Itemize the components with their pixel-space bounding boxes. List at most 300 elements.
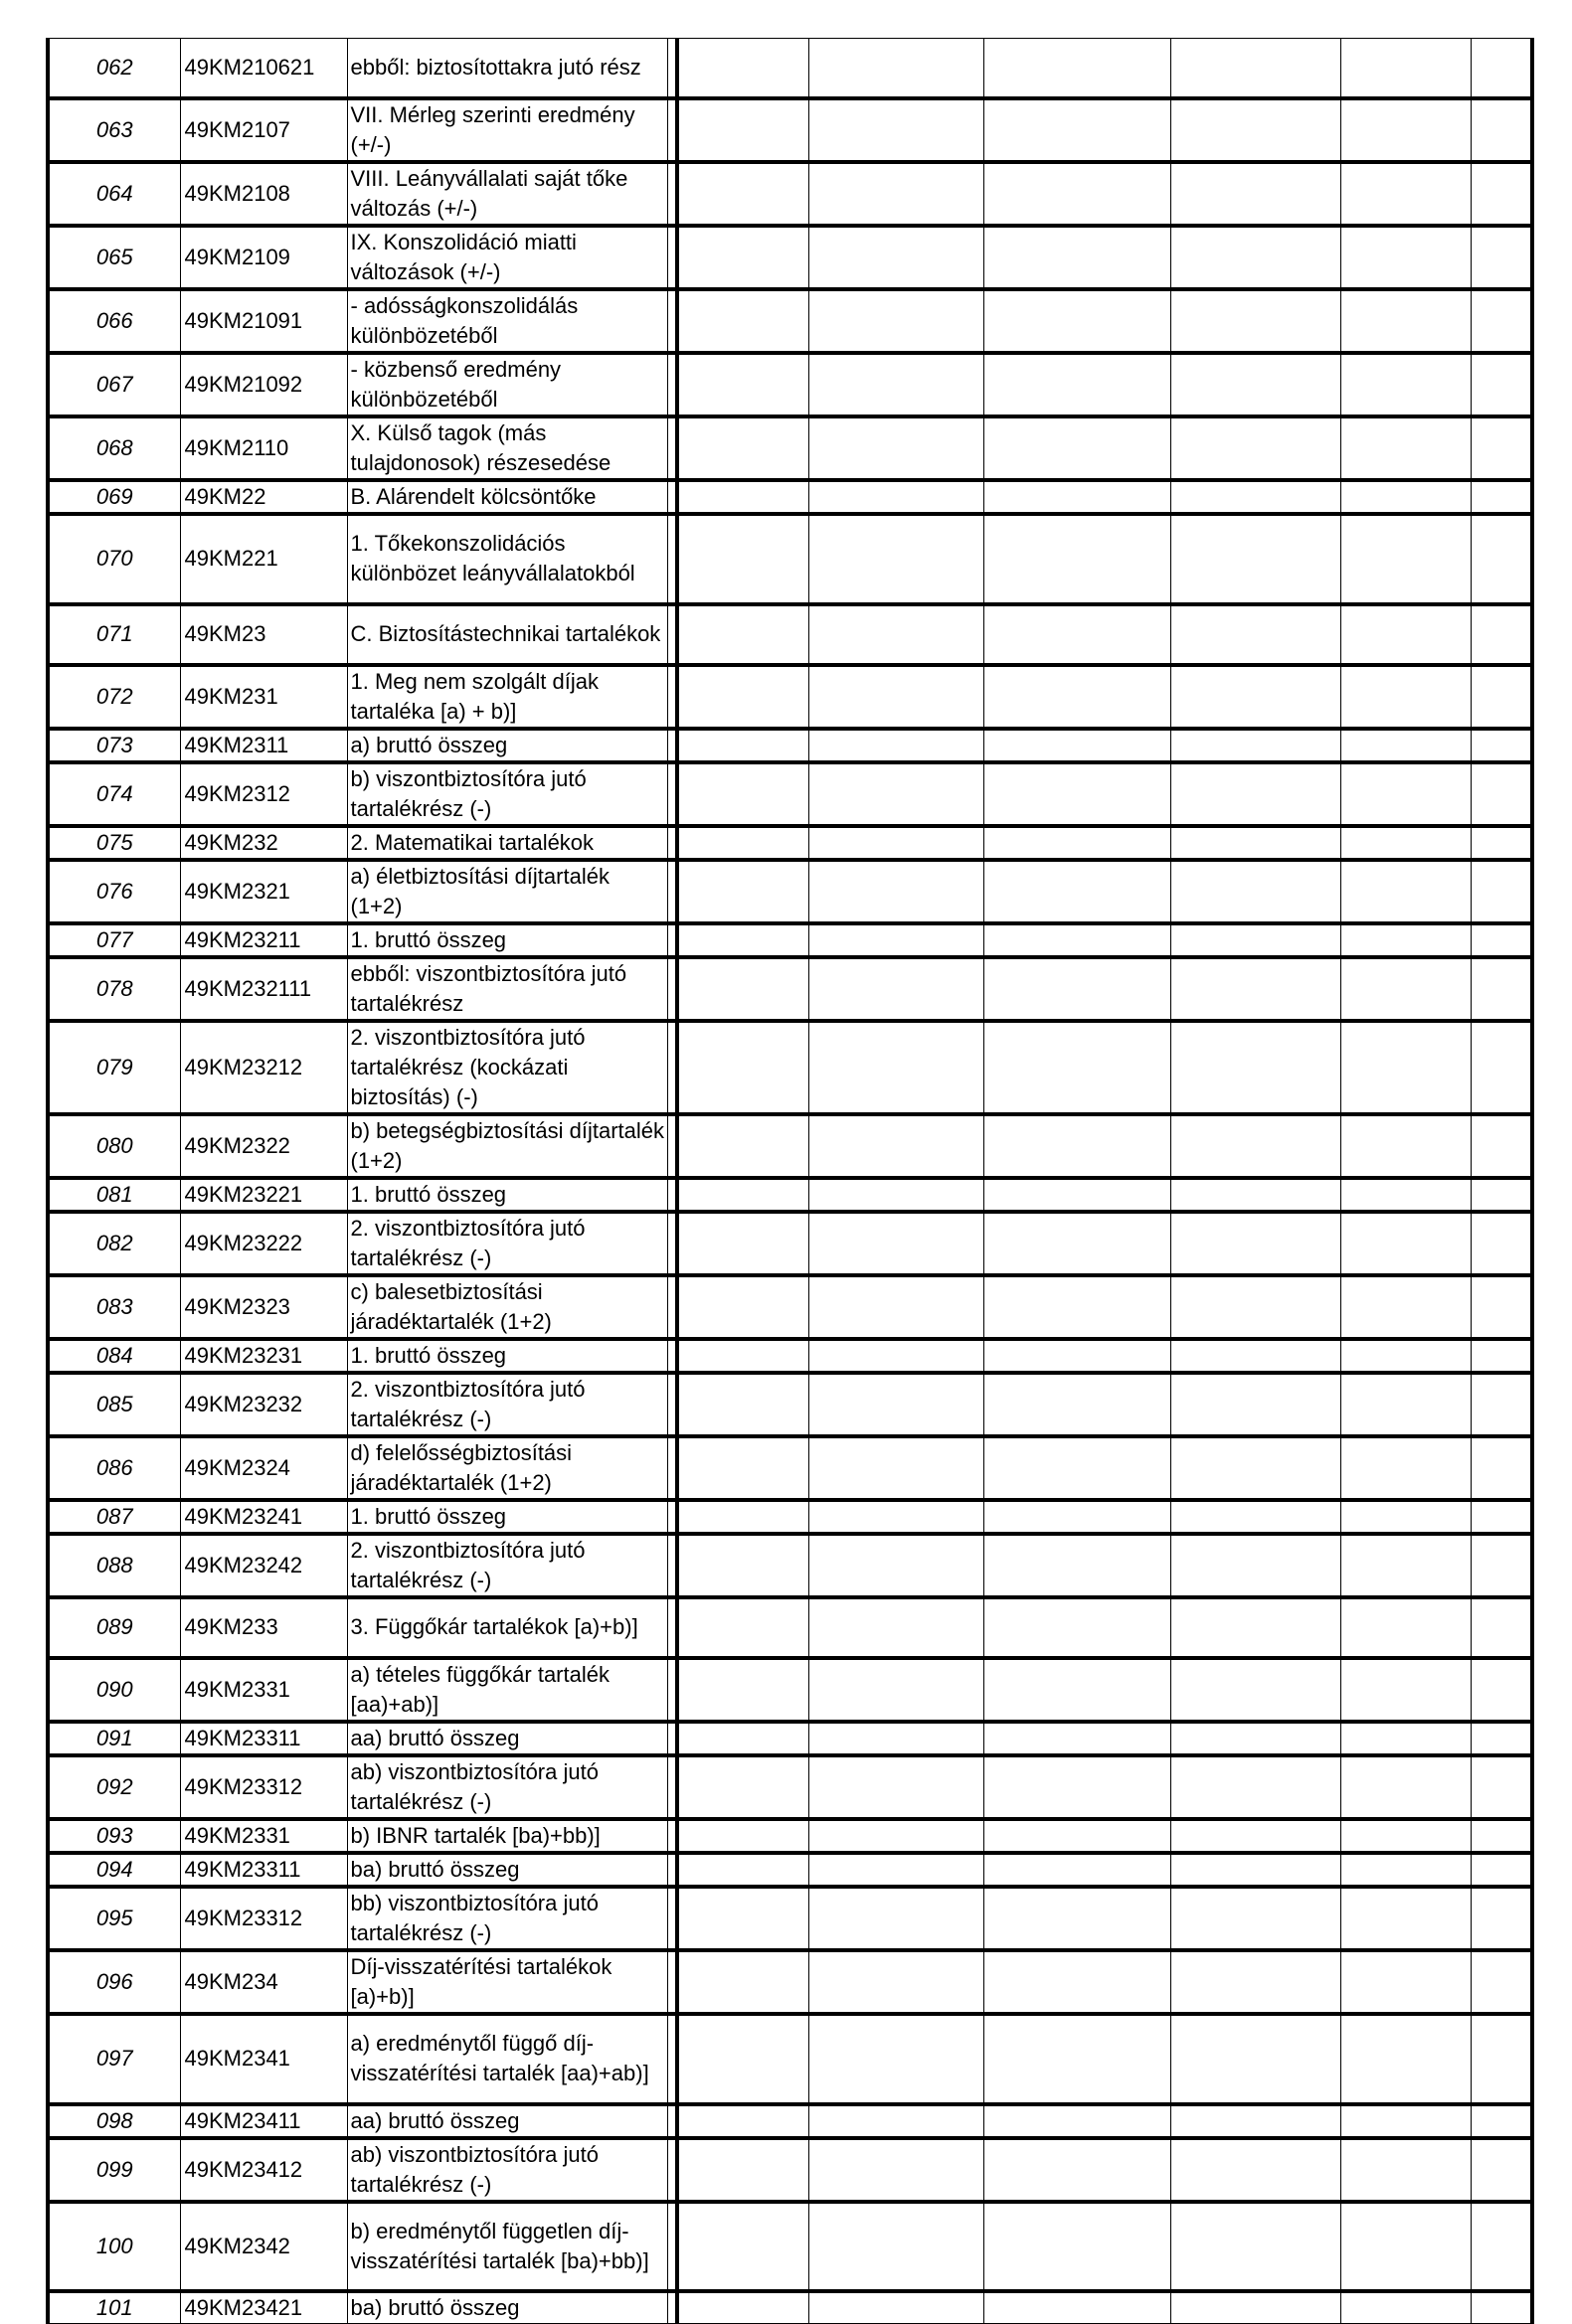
value-cell[interactable] [808, 2014, 983, 2104]
value-cell[interactable] [677, 162, 808, 226]
value-cell[interactable] [1471, 480, 1532, 514]
value-cell[interactable] [1170, 1212, 1340, 1275]
value-cell[interactable] [1471, 353, 1532, 416]
value-cell[interactable] [808, 2138, 983, 2202]
value-cell[interactable] [1170, 226, 1340, 289]
value-cell[interactable] [677, 1178, 808, 1212]
value-cell[interactable] [808, 1887, 983, 1950]
value-cell[interactable] [983, 826, 1170, 860]
row-description: ba) bruttó összeg [347, 1853, 667, 1887]
spacer-cell [667, 860, 677, 923]
value-cell[interactable] [983, 665, 1170, 729]
value-cell[interactable] [808, 1339, 983, 1373]
table-row [48, 353, 1532, 416]
value-cell[interactable] [677, 1950, 808, 2014]
value-cell[interactable] [1340, 480, 1471, 514]
table-row [48, 162, 1532, 226]
value-cell[interactable] [1170, 1853, 1340, 1887]
value-cell[interactable] [1170, 98, 1340, 162]
value-cell[interactable] [1170, 1275, 1340, 1339]
value-cell[interactable] [1340, 162, 1471, 226]
value-cell[interactable] [677, 1339, 808, 1373]
value-cell[interactable] [983, 1436, 1170, 1500]
row-code: 49KM21091 [180, 289, 347, 353]
row-number: 092 [48, 1755, 180, 1819]
value-cell[interactable] [677, 1658, 808, 1722]
value-cell[interactable] [983, 289, 1170, 353]
value-cell[interactable] [1471, 39, 1532, 98]
row-code: 49KM2341 [180, 2014, 347, 2104]
spacer-cell [667, 2014, 677, 2104]
value-cell[interactable] [808, 1597, 983, 1658]
value-cell[interactable] [808, 1755, 983, 1819]
value-cell[interactable] [1340, 98, 1471, 162]
value-cell[interactable] [1471, 226, 1532, 289]
table-row [48, 1722, 1532, 1755]
value-cell[interactable] [983, 1658, 1170, 1722]
value-cell[interactable] [1340, 514, 1471, 604]
value-cell[interactable] [808, 604, 983, 665]
value-cell[interactable] [1170, 1373, 1340, 1436]
row-number: 100 [48, 2202, 180, 2291]
value-cell[interactable] [808, 762, 983, 826]
row-code: 49KM23311 [180, 1722, 347, 1755]
value-cell[interactable] [677, 1755, 808, 1819]
value-cell[interactable] [808, 1212, 983, 1275]
row-description: 1. bruttó összeg [347, 1500, 667, 1534]
value-cell[interactable] [983, 480, 1170, 514]
value-cell[interactable] [677, 1597, 808, 1658]
row-code: 49KM23242 [180, 1534, 347, 1597]
value-cell[interactable] [808, 1500, 983, 1534]
table-row [48, 416, 1532, 480]
value-cell[interactable] [983, 98, 1170, 162]
value-cell[interactable] [1340, 1275, 1471, 1339]
value-cell[interactable] [983, 1722, 1170, 1755]
value-cell[interactable] [983, 860, 1170, 923]
value-cell[interactable] [1170, 860, 1340, 923]
value-cell[interactable] [677, 2104, 808, 2138]
value-cell[interactable] [1170, 39, 1340, 98]
value-cell[interactable] [677, 1887, 808, 1950]
value-cell[interactable] [1170, 480, 1340, 514]
value-cell[interactable] [1471, 1534, 1532, 1597]
value-cell[interactable] [1471, 1755, 1532, 1819]
spacer-cell [667, 416, 677, 480]
value-cell[interactable] [808, 1373, 983, 1436]
value-cell[interactable] [1471, 604, 1532, 665]
value-cell[interactable] [1471, 1722, 1532, 1755]
value-cell[interactable] [1471, 2104, 1532, 2138]
value-cell[interactable] [677, 226, 808, 289]
value-cell[interactable] [983, 1212, 1170, 1275]
value-cell[interactable] [1471, 1339, 1532, 1373]
value-cell[interactable] [808, 860, 983, 923]
row-description: C. Biztosítástechnikai tartalékok [347, 604, 667, 665]
value-cell[interactable] [1170, 1887, 1340, 1950]
value-cell[interactable] [808, 2291, 983, 2324]
value-cell[interactable] [1170, 2138, 1340, 2202]
value-cell[interactable] [1340, 1658, 1471, 1722]
row-code: 49KM232 [180, 826, 347, 860]
table-row [48, 1021, 1532, 1114]
value-cell[interactable] [1170, 1436, 1340, 1500]
row-code: 49KM22 [180, 480, 347, 514]
value-cell[interactable] [1471, 1212, 1532, 1275]
value-cell[interactable] [1471, 416, 1532, 480]
value-cell[interactable] [1340, 289, 1471, 353]
value-cell[interactable] [677, 1275, 808, 1339]
value-cell[interactable] [983, 1887, 1170, 1950]
row-code: 49KM2109 [180, 226, 347, 289]
value-cell[interactable] [1170, 604, 1340, 665]
value-cell[interactable] [677, 826, 808, 860]
value-cell[interactable] [677, 416, 808, 480]
value-cell[interactable] [1471, 1887, 1532, 1950]
value-cell[interactable] [1170, 2291, 1340, 2324]
row-code: 49KM2342 [180, 2202, 347, 2291]
value-cell[interactable] [808, 1021, 983, 1114]
value-cell[interactable] [1340, 1819, 1471, 1853]
value-cell[interactable] [1471, 1853, 1532, 1887]
table-row [48, 1275, 1532, 1339]
value-cell[interactable] [983, 1021, 1170, 1114]
value-cell[interactable] [677, 665, 808, 729]
value-cell[interactable] [1471, 1500, 1532, 1534]
value-cell[interactable] [983, 2291, 1170, 2324]
row-description: 2. viszontbiztosítóra jutó tartalékrész (-) [347, 1534, 667, 1597]
value-cell[interactable] [808, 98, 983, 162]
value-cell[interactable] [808, 2202, 983, 2291]
value-cell[interactable] [677, 957, 808, 1021]
spacer-cell [667, 226, 677, 289]
value-cell[interactable] [983, 2202, 1170, 2291]
value-cell[interactable] [1471, 1178, 1532, 1212]
value-cell[interactable] [1170, 1021, 1340, 1114]
value-cell[interactable] [1170, 514, 1340, 604]
table-row [48, 226, 1532, 289]
table-row [48, 1887, 1532, 1950]
value-cell[interactable] [1471, 2202, 1532, 2291]
value-cell[interactable] [983, 1950, 1170, 2014]
value-cell[interactable] [1340, 2104, 1471, 2138]
value-cell[interactable] [1471, 826, 1532, 860]
value-cell[interactable] [983, 2138, 1170, 2202]
value-cell[interactable] [1170, 289, 1340, 353]
value-cell[interactable] [1471, 1597, 1532, 1658]
value-cell[interactable] [808, 1819, 983, 1853]
value-cell[interactable] [1170, 2202, 1340, 2291]
value-cell[interactable] [808, 1178, 983, 1212]
value-cell[interactable] [983, 416, 1170, 480]
value-cell[interactable] [1170, 1339, 1340, 1373]
row-code: 49KM210621 [180, 39, 347, 98]
value-cell[interactable] [1340, 2138, 1471, 2202]
value-cell[interactable] [983, 1500, 1170, 1534]
value-cell[interactable] [1471, 1950, 1532, 2014]
value-cell[interactable] [1170, 762, 1340, 826]
value-cell[interactable] [677, 2138, 808, 2202]
row-code: 49KM2321 [180, 860, 347, 923]
value-cell[interactable] [677, 1534, 808, 1597]
value-cell[interactable] [808, 826, 983, 860]
value-cell[interactable] [677, 1212, 808, 1275]
value-cell[interactable] [1471, 2291, 1532, 2324]
table-row [48, 480, 1532, 514]
row-code: 49KM2107 [180, 98, 347, 162]
spacer-cell [667, 1339, 677, 1373]
row-description: 1. Tőkekonszolidációs különbözet leányvállalatokból [347, 514, 667, 604]
value-cell[interactable] [677, 39, 808, 98]
value-cell[interactable] [983, 1178, 1170, 1212]
value-cell[interactable] [1170, 162, 1340, 226]
value-cell[interactable] [677, 1819, 808, 1853]
value-cell[interactable] [677, 1436, 808, 1500]
value-cell[interactable] [1170, 729, 1340, 762]
value-cell[interactable] [1471, 1658, 1532, 1722]
row-number: 064 [48, 162, 180, 226]
value-cell[interactable] [1340, 1339, 1471, 1373]
value-cell[interactable] [983, 1373, 1170, 1436]
value-cell[interactable] [1471, 1373, 1532, 1436]
value-cell[interactable] [808, 416, 983, 480]
spacer-cell [667, 2104, 677, 2138]
row-code: 49KM2312 [180, 762, 347, 826]
value-cell[interactable] [677, 514, 808, 604]
value-cell[interactable] [1340, 957, 1471, 1021]
value-cell[interactable] [677, 1500, 808, 1534]
value-cell[interactable] [1471, 1819, 1532, 1853]
value-cell[interactable] [808, 665, 983, 729]
value-cell[interactable] [677, 1722, 808, 1755]
value-cell[interactable] [808, 480, 983, 514]
value-cell[interactable] [1471, 162, 1532, 226]
value-cell[interactable] [808, 1950, 983, 2014]
value-cell[interactable] [808, 1114, 983, 1178]
row-description: 3. Függőkár tartalékok [a)+b)] [347, 1597, 667, 1658]
value-cell[interactable] [1170, 2104, 1340, 2138]
value-cell[interactable] [808, 1275, 983, 1339]
value-cell[interactable] [677, 923, 808, 957]
value-cell[interactable] [1340, 1755, 1471, 1819]
value-cell[interactable] [1340, 1114, 1471, 1178]
value-cell[interactable] [983, 2014, 1170, 2104]
value-cell[interactable] [808, 226, 983, 289]
value-cell[interactable] [983, 2104, 1170, 2138]
row-description: - adósságkonszolidálás különbözetéből [347, 289, 667, 353]
value-cell[interactable] [983, 604, 1170, 665]
value-cell[interactable] [1170, 1597, 1340, 1658]
value-cell[interactable] [1170, 1534, 1340, 1597]
value-cell[interactable] [1471, 1021, 1532, 1114]
spacer-cell [667, 514, 677, 604]
spacer-cell [667, 2138, 677, 2202]
value-cell[interactable] [1471, 2014, 1532, 2104]
value-cell[interactable] [1170, 1755, 1340, 1819]
row-code: 49KM23222 [180, 1212, 347, 1275]
value-cell[interactable] [677, 2291, 808, 2324]
value-cell[interactable] [983, 514, 1170, 604]
value-cell[interactable] [1340, 2291, 1471, 2324]
value-cell[interactable] [677, 1373, 808, 1436]
value-cell[interactable] [808, 2104, 983, 2138]
value-cell[interactable] [983, 226, 1170, 289]
value-cell[interactable] [808, 729, 983, 762]
value-cell[interactable] [1471, 2138, 1532, 2202]
value-cell[interactable] [1340, 353, 1471, 416]
value-cell[interactable] [1170, 416, 1340, 480]
value-cell[interactable] [677, 353, 808, 416]
value-cell[interactable] [1340, 923, 1471, 957]
value-cell[interactable] [983, 923, 1170, 957]
value-cell[interactable] [1340, 1950, 1471, 2014]
value-cell[interactable] [1471, 98, 1532, 162]
row-code: 49KM233 [180, 1597, 347, 1658]
value-cell[interactable] [808, 1658, 983, 1722]
value-cell[interactable] [677, 1853, 808, 1887]
value-cell[interactable] [983, 1853, 1170, 1887]
value-cell[interactable] [1340, 1178, 1471, 1212]
row-number: 097 [48, 2014, 180, 2104]
value-cell[interactable] [1471, 957, 1532, 1021]
row-code: 49KM2331 [180, 1658, 347, 1722]
value-cell[interactable] [1340, 1373, 1471, 1436]
value-cell[interactable] [1170, 1658, 1340, 1722]
value-cell[interactable] [677, 480, 808, 514]
value-cell[interactable] [1340, 665, 1471, 729]
spacer-cell [667, 2202, 677, 2291]
value-cell[interactable] [1471, 1275, 1532, 1339]
value-cell[interactable] [1340, 1212, 1471, 1275]
value-cell[interactable] [808, 289, 983, 353]
value-cell[interactable] [1170, 1114, 1340, 1178]
value-cell[interactable] [1340, 762, 1471, 826]
value-cell[interactable] [1340, 39, 1471, 98]
value-cell[interactable] [808, 923, 983, 957]
value-cell[interactable] [677, 2202, 808, 2291]
value-cell[interactable] [1471, 665, 1532, 729]
value-cell[interactable] [808, 1722, 983, 1755]
value-cell[interactable] [1340, 604, 1471, 665]
row-number: 077 [48, 923, 180, 957]
value-cell[interactable] [1170, 1950, 1340, 2014]
row-code: 49KM23212 [180, 1021, 347, 1114]
value-cell[interactable] [983, 353, 1170, 416]
value-cell[interactable] [1340, 226, 1471, 289]
value-cell[interactable] [677, 762, 808, 826]
value-cell[interactable] [1471, 514, 1532, 604]
value-cell[interactable] [1340, 1597, 1471, 1658]
value-cell[interactable] [983, 162, 1170, 226]
value-cell[interactable] [1170, 665, 1340, 729]
value-cell[interactable] [1340, 860, 1471, 923]
value-cell[interactable] [1471, 762, 1532, 826]
value-cell[interactable] [1170, 2014, 1340, 2104]
value-cell[interactable] [677, 98, 808, 162]
row-description: a) tételes függőkár tartalék [aa)+ab)] [347, 1658, 667, 1722]
value-cell[interactable] [808, 957, 983, 1021]
value-cell[interactable] [1340, 729, 1471, 762]
value-cell[interactable] [677, 860, 808, 923]
value-cell[interactable] [983, 1275, 1170, 1339]
value-cell[interactable] [1340, 1436, 1471, 1500]
value-cell[interactable] [1340, 826, 1471, 860]
value-cell[interactable] [1471, 289, 1532, 353]
value-cell[interactable] [1471, 923, 1532, 957]
value-cell[interactable] [1170, 1500, 1340, 1534]
row-number: 099 [48, 2138, 180, 2202]
value-cell[interactable] [677, 729, 808, 762]
value-cell[interactable] [808, 1534, 983, 1597]
row-code: 49KM2110 [180, 416, 347, 480]
value-cell[interactable] [983, 957, 1170, 1021]
value-cell[interactable] [677, 604, 808, 665]
row-description: a) bruttó összeg [347, 729, 667, 762]
value-cell[interactable] [1170, 923, 1340, 957]
value-cell[interactable] [677, 2014, 808, 2104]
value-cell[interactable] [983, 1819, 1170, 1853]
value-cell[interactable] [1170, 1819, 1340, 1853]
row-code: 49KM23211 [180, 923, 347, 957]
spacer-cell [667, 480, 677, 514]
value-cell[interactable] [983, 1755, 1170, 1819]
value-cell[interactable] [1170, 1178, 1340, 1212]
value-cell[interactable] [808, 1853, 983, 1887]
spacer-cell [667, 1755, 677, 1819]
value-cell[interactable] [1340, 1722, 1471, 1755]
value-cell[interactable] [983, 1597, 1170, 1658]
value-cell[interactable] [1170, 353, 1340, 416]
value-cell[interactable] [983, 1114, 1170, 1178]
value-cell[interactable] [808, 39, 983, 98]
row-description: 2. viszontbiztosítóra jutó tartalékrész (-) [347, 1212, 667, 1275]
row-number: 090 [48, 1658, 180, 1722]
table-row [48, 1500, 1532, 1534]
value-cell[interactable] [1340, 1534, 1471, 1597]
value-cell[interactable] [677, 289, 808, 353]
value-cell[interactable] [677, 1021, 808, 1114]
value-cell[interactable] [983, 762, 1170, 826]
spacer-cell [667, 1597, 677, 1658]
value-cell[interactable] [983, 729, 1170, 762]
value-cell[interactable] [1340, 416, 1471, 480]
value-cell[interactable] [1340, 2202, 1471, 2291]
row-code: 49KM23312 [180, 1755, 347, 1819]
spacer-cell [667, 1658, 677, 1722]
row-description: aa) bruttó összeg [347, 2104, 667, 2138]
value-cell[interactable] [983, 1339, 1170, 1373]
value-cell[interactable] [1340, 1853, 1471, 1887]
value-cell[interactable] [808, 353, 983, 416]
value-cell[interactable] [808, 514, 983, 604]
value-cell[interactable] [1471, 729, 1532, 762]
value-cell[interactable] [1471, 860, 1532, 923]
value-cell[interactable] [1340, 1500, 1471, 1534]
value-cell[interactable] [677, 1114, 808, 1178]
value-cell[interactable] [1170, 826, 1340, 860]
value-cell[interactable] [808, 162, 983, 226]
value-cell[interactable] [1170, 1722, 1340, 1755]
value-cell[interactable] [1340, 1021, 1471, 1114]
value-cell[interactable] [808, 1436, 983, 1500]
value-cell[interactable] [1170, 957, 1340, 1021]
value-cell[interactable] [983, 1534, 1170, 1597]
value-cell[interactable] [1471, 1114, 1532, 1178]
value-cell[interactable] [1340, 1887, 1471, 1950]
value-cell[interactable] [983, 39, 1170, 98]
value-cell[interactable] [1340, 2014, 1471, 2104]
value-cell[interactable] [1471, 1436, 1532, 1500]
